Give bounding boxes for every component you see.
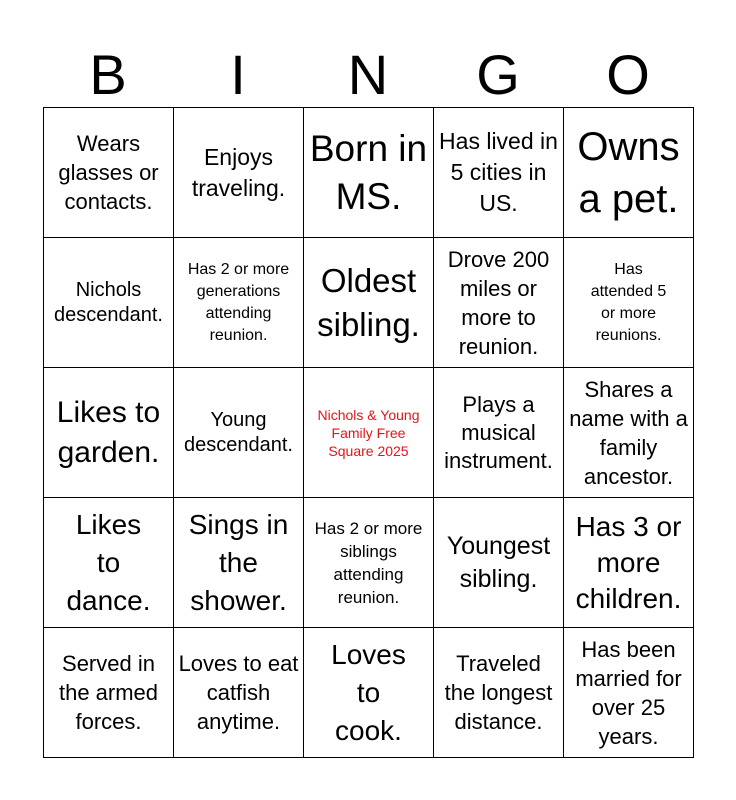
bingo-cell[interactable] <box>434 108 564 238</box>
bingo-cell[interactable] <box>174 498 304 628</box>
cell-text: Has been married for over 25 years. <box>575 636 682 749</box>
cell-text: Sings in the shower. <box>188 508 289 616</box>
bingo-cell[interactable] <box>44 628 174 758</box>
bingo-cell[interactable] <box>564 238 694 368</box>
bingo-cell[interactable] <box>304 108 434 238</box>
bingo-card <box>43 107 694 758</box>
cell-text: Has 2 or more siblings attending reunion. <box>314 518 423 607</box>
bingo-cell[interactable] <box>304 238 434 368</box>
bingo-cell[interactable] <box>564 628 694 758</box>
bingo-header <box>43 44 693 106</box>
header-letter-n: N <box>347 43 389 106</box>
bingo-cell[interactable] <box>564 108 694 238</box>
free-square-text: Nichols & Young Family Free Square 2025 <box>317 406 420 459</box>
cell-text: Loves to cook. <box>331 638 406 746</box>
bingo-cell[interactable] <box>174 238 304 368</box>
cell-text: Loves to eat catfish anytime. <box>178 651 299 734</box>
header-letter-g: G <box>476 43 520 106</box>
bingo-cell[interactable] <box>174 368 304 498</box>
cell-text: Oldest sibling. <box>317 261 420 343</box>
cell-text: Likes to garden. <box>56 395 161 469</box>
bingo-cell[interactable] <box>434 498 564 628</box>
bingo-cell[interactable] <box>174 108 304 238</box>
bingo-cell[interactable] <box>44 108 174 238</box>
cell-text: Has attended 5 or more reunions. <box>590 260 667 344</box>
cell-text: Nichols descendant. <box>54 278 163 326</box>
cell-text: Wears glasses or contacts. <box>58 131 159 214</box>
bingo-cell[interactable] <box>44 368 174 498</box>
bingo-cell[interactable] <box>434 238 564 368</box>
cell-text: Youngest sibling. <box>446 531 551 593</box>
bingo-cell[interactable] <box>434 628 564 758</box>
header-letter-i: I <box>230 43 246 106</box>
cell-text: Likes to dance. <box>66 508 151 616</box>
bingo-cell[interactable] <box>304 628 434 758</box>
cell-text: Born in MS. <box>309 127 428 217</box>
cell-text: Plays a musical instrument. <box>444 391 553 473</box>
cell-text: Has lived in 5 cities in US. <box>439 128 558 216</box>
bingo-cell[interactable] <box>564 498 694 628</box>
header-letter-o: O <box>606 43 650 106</box>
cell-text: Served in the armed forces. <box>58 651 159 734</box>
cell-text: Has 2 or more generations attending reunion. <box>187 260 290 344</box>
bingo-cell[interactable] <box>44 238 174 368</box>
cell-text: Shares a name with a family ancestor. <box>569 376 688 489</box>
cell-text: Has 3 or more children. <box>575 510 682 614</box>
bingo-cell[interactable] <box>434 368 564 498</box>
free-square[interactable] <box>304 368 434 498</box>
cell-text: Drove 200 miles or more to reunion. <box>447 246 550 359</box>
bingo-cell[interactable] <box>174 628 304 758</box>
cell-text: Traveled the longest distance. <box>444 651 553 734</box>
bingo-cell[interactable] <box>564 368 694 498</box>
cell-text: Owns a pet. <box>577 124 680 221</box>
bingo-cell[interactable] <box>304 498 434 628</box>
cell-text: Enjoys traveling. <box>191 143 286 201</box>
cell-text: Young descendant. <box>184 408 293 456</box>
header-letter-b: B <box>89 43 127 106</box>
bingo-cell[interactable] <box>44 498 174 628</box>
